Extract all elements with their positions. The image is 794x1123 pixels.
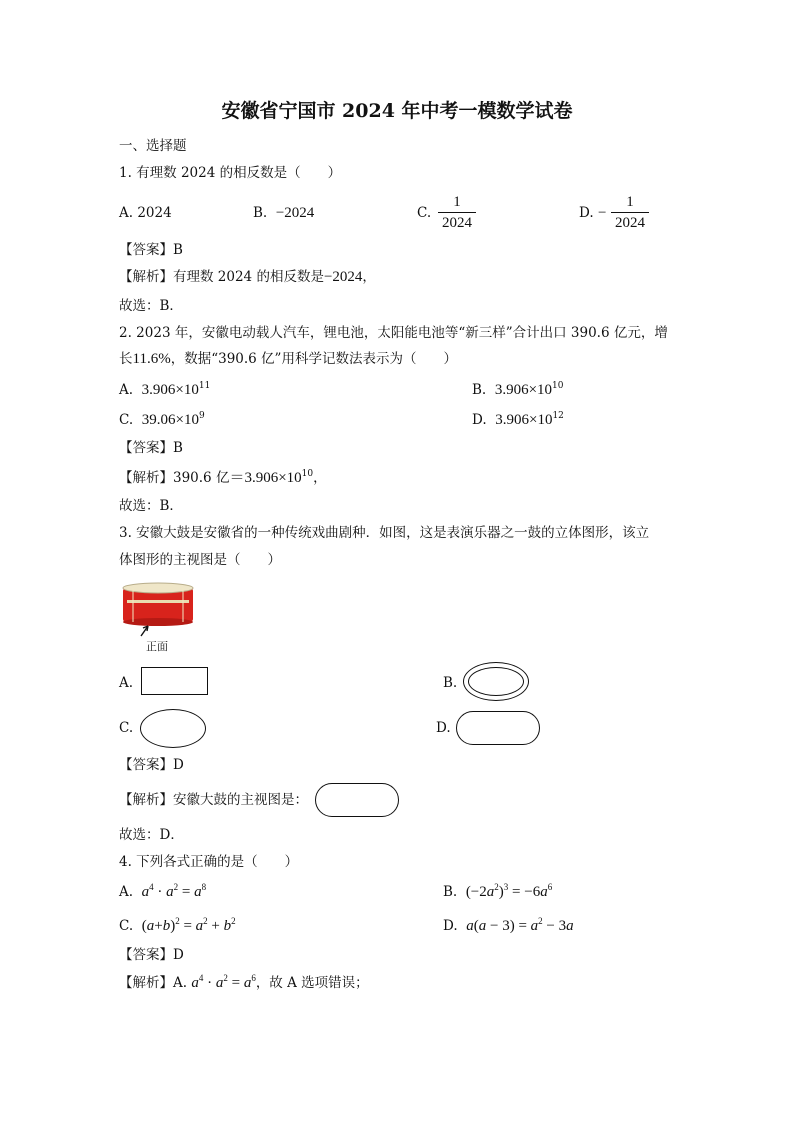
q3-option-d-rounded-rect bbox=[456, 711, 540, 745]
q3-stem-line1: 3. 安徽大鼓是安徽省的一种传统戏曲剧种．如图，这是表演乐器之一鼓的立体图形，该立 bbox=[119, 525, 650, 541]
q1-analysis: 【解析】有理数 2024 的相反数是−2024， bbox=[119, 269, 376, 285]
q1-conclusion: 故选：B． bbox=[119, 298, 183, 314]
q1-option-c-fraction: 1 2024 bbox=[438, 193, 476, 232]
q2-option-c: C. $39.06\times 10^9$ bbox=[119, 411, 205, 428]
drum-figure bbox=[119, 578, 199, 638]
q2-option-d: D. $3.906\times 10^{12}$ bbox=[472, 411, 564, 428]
q1-answer: 【答案】B bbox=[119, 242, 183, 258]
q3-option-b-inner-ellipse bbox=[468, 667, 524, 696]
q1-option-c-label: C. bbox=[417, 205, 432, 221]
q3-option-a-label: A. bbox=[119, 675, 134, 691]
q2-option-a: A. $3.906\times 10^{11}$ bbox=[119, 381, 211, 398]
q2-answer: 【答案】B bbox=[119, 440, 183, 456]
drum-band bbox=[127, 600, 189, 603]
q4-analysis: 【解析】A. $a^4 \cdot a^2 = a^6$，故 A 选项错误； bbox=[119, 973, 369, 991]
q2-conclusion: 故选：B． bbox=[119, 498, 183, 514]
q1-option-d-label: D. − bbox=[579, 205, 607, 221]
q1-option-d-fraction: 1 2024 bbox=[611, 193, 649, 232]
q1-option-b: B. −2024 bbox=[253, 205, 315, 221]
q3-analysis: 【解析】安徽大鼓的主视图是： bbox=[119, 792, 308, 808]
q3-analysis-rounded-rect bbox=[315, 783, 399, 817]
q4-option-a: A. $a^4 \cdot a^2 = a^8$ bbox=[119, 882, 207, 900]
q3-conclusion: 故选：D． bbox=[119, 827, 184, 843]
q2-stem-line1: 2. 2023 年，安徽电动载人汽车，锂电池，太阳能电池等“新三样”合计出口 390.6 亿元，增 bbox=[119, 325, 668, 341]
q2-stem-line2: 长11.6%，数据“390.6 亿”用科学记数法表示为（ ） bbox=[119, 351, 457, 367]
q2-option-b: B. $3.906\times 10^{10}$ bbox=[472, 381, 564, 398]
q2-analysis: 【解析】390.6 亿$=3.906\times 10^{10}$， bbox=[119, 469, 327, 486]
q4-option-b: B. $(-2a^2)^3 = -6a^6$ bbox=[443, 882, 553, 900]
q4-option-d: D. $a(a - 3) = a^2 - 3a$ bbox=[443, 916, 574, 934]
q4-option-c: C. $(a+b)^2 = a^2 + b^2$ bbox=[119, 916, 236, 934]
drum-caption: 正面 bbox=[146, 640, 168, 653]
q4-answer: 【答案】D bbox=[119, 947, 184, 963]
q3-option-c-label: C. bbox=[119, 720, 134, 736]
page-title: 安徽省宁国市 2024 年中考一模数学试卷 bbox=[221, 100, 573, 122]
section-heading: 一、选择题 bbox=[119, 138, 187, 154]
q3-option-a-rectangle bbox=[141, 667, 208, 695]
q3-option-b-label: B. bbox=[443, 675, 458, 691]
q4-stem: 4. 下列各式正确的是（ ） bbox=[119, 854, 299, 870]
q3-answer: 【答案】D bbox=[119, 757, 184, 773]
q1-option-a: A. 2024 bbox=[119, 205, 172, 221]
q3-option-d-label: D. bbox=[436, 720, 451, 736]
q1-stem: 1. 有理数 2024 的相反数是（ ） bbox=[119, 165, 342, 181]
q3-stem-line2: 体图形的主视图是（ ） bbox=[119, 552, 281, 568]
q3-option-c-ellipse bbox=[140, 709, 206, 748]
